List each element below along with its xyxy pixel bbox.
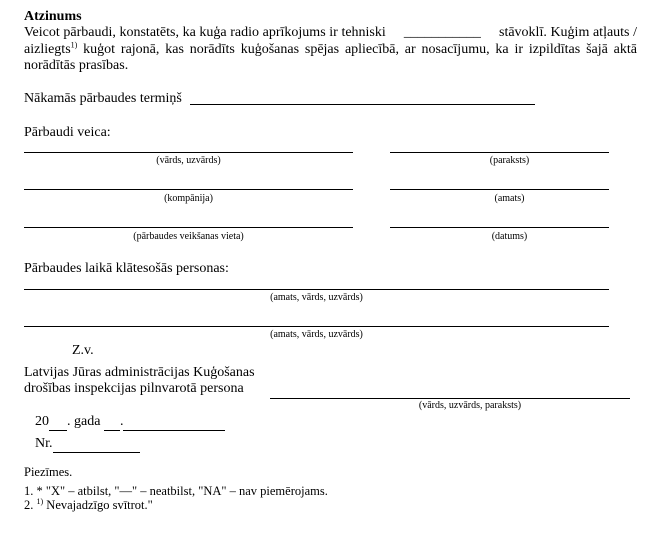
inspected-by-label: Pārbaudi veica: <box>24 125 111 140</box>
paragraph-text: kuģot rajonā, kas norādīts kuģošanas spējas apliecībā, ar nosacījumu, ka ir izpildītas šajā aktā norādītās prasības. <box>24 41 637 73</box>
caption-present-2: (amats, vārds, uzvārds) <box>270 329 363 340</box>
notes-heading: Piezīmes. <box>24 465 73 479</box>
official-line-2: drošības inspekcijas pilnvarotā persona <box>24 381 244 396</box>
caption-company: (kompānija) <box>164 193 213 204</box>
date-gada: . gada <box>67 414 104 429</box>
note-2-text: Nevajadzīgo svītrot." <box>43 498 153 512</box>
company-field[interactable] <box>24 189 353 190</box>
caption-signature: (paraksts) <box>489 155 530 166</box>
note-2 <box>24 498 153 512</box>
footnote-mark: 1) <box>70 39 78 49</box>
present-person-1-field[interactable] <box>24 289 609 290</box>
paragraph-text: Veicot pārbaudi, konstatēts, ka kuģa radio aprīkojums ir tehniski <box>24 25 386 40</box>
next-inspection-field[interactable] <box>190 104 535 105</box>
document-title: Atzinums <box>24 9 82 24</box>
year-blank[interactable] <box>49 414 67 431</box>
date-dot: . <box>119 414 124 429</box>
caption-present-1: (amats, vārds, uzvārds) <box>270 292 363 303</box>
condition-blank[interactable]: ___________ <box>403 25 481 40</box>
inspector-signature-field[interactable] <box>390 152 609 153</box>
day-blank[interactable] <box>104 414 120 431</box>
caption-position: (amats) <box>494 193 525 204</box>
conclusion-paragraph <box>24 25 637 75</box>
official-line-1: Latvijas Jūras administrācijas Kuģošanas <box>24 365 255 380</box>
date-line <box>35 414 225 431</box>
month-blank[interactable] <box>123 414 225 431</box>
seal-label: Z.v. <box>72 343 94 358</box>
caption-official: (vārds, uzvārds, paraksts) <box>418 400 522 411</box>
present-persons-label: Pārbaudes laikā klātesošās personas: <box>24 261 229 276</box>
note-1: 1. * "X" – atbilst, "—" – neatbilst, "NA" – nav piemērojams. <box>24 484 328 498</box>
number-blank[interactable] <box>53 436 140 453</box>
number-label: Nr. <box>35 436 53 451</box>
paragraph-text: stāvoklī. Kuģim atļauts / aizliegts <box>24 25 638 57</box>
place-field[interactable] <box>24 227 353 228</box>
note-2-number: 2. <box>24 498 37 512</box>
official-signature-field[interactable] <box>270 398 630 399</box>
date-field[interactable] <box>390 227 609 228</box>
date-year-prefix: 20 <box>35 414 49 429</box>
footnote-mark: 1) <box>36 496 44 506</box>
position-field[interactable] <box>390 189 609 190</box>
number-line <box>35 436 140 453</box>
present-person-2-field[interactable] <box>24 326 609 327</box>
inspector-name-field[interactable] <box>24 152 353 153</box>
next-inspection-label: Nākamās pārbaudes termiņš <box>24 91 182 106</box>
caption-name: (vārds, uzvārds) <box>156 155 221 166</box>
caption-place: (pārbaudes veikšanas vieta) <box>133 231 244 242</box>
caption-date: (datums) <box>491 231 528 242</box>
